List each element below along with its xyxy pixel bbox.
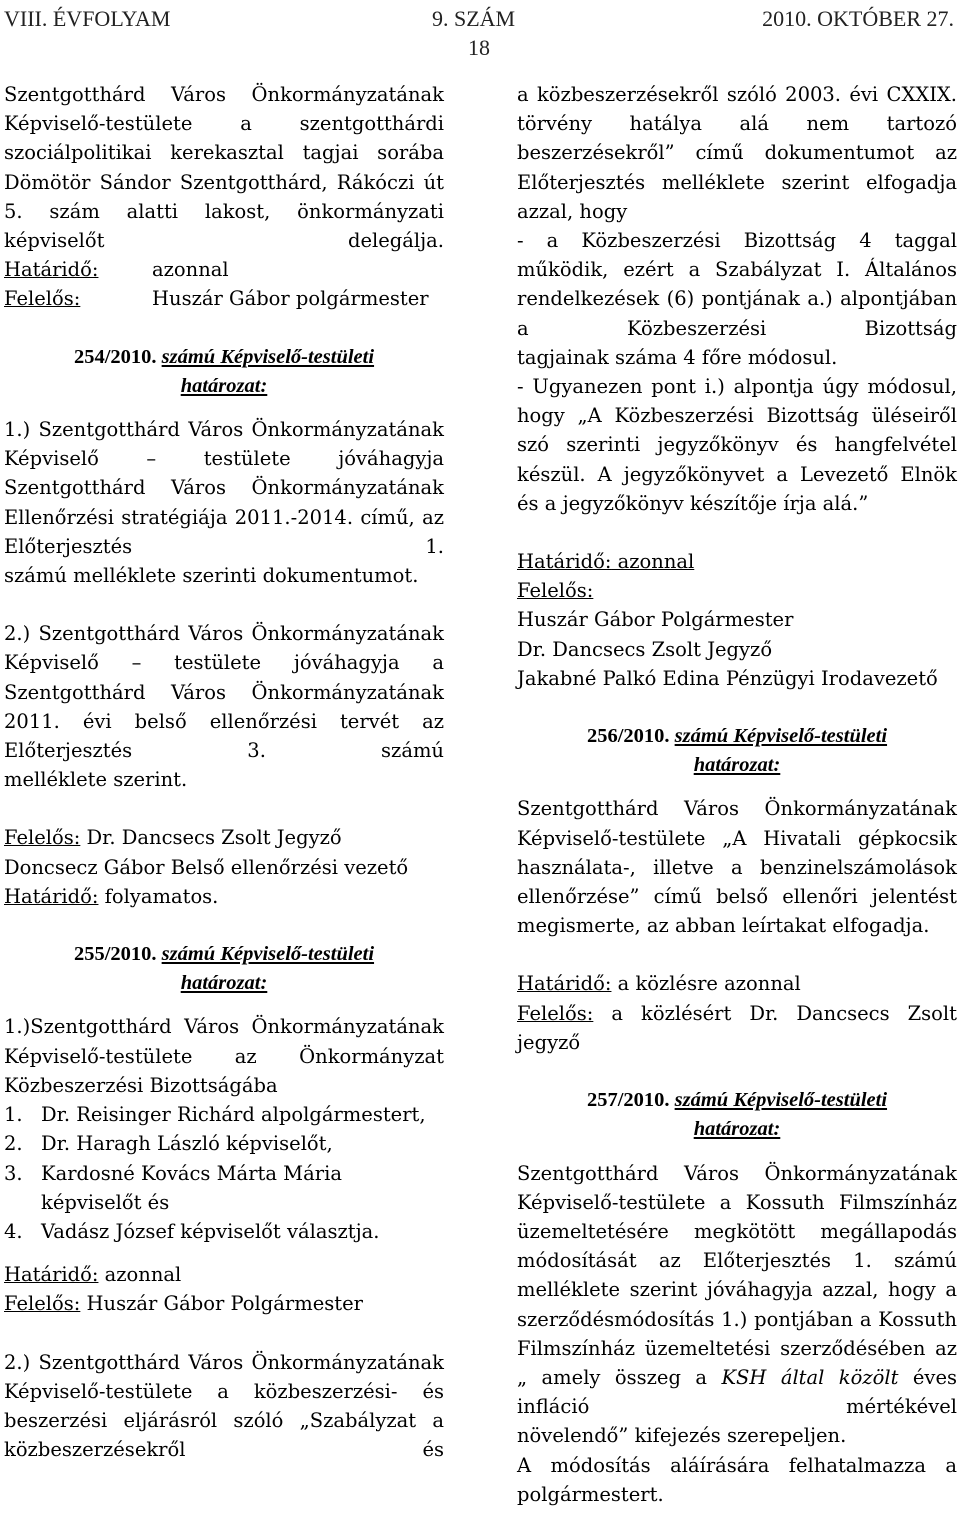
deadline-label: Határidő: bbox=[4, 258, 99, 282]
volume-label: VIII. ÉVFOLYAM bbox=[4, 6, 171, 31]
list-item: 3. Kardosné Kovács Márta Mária képviselőt és bbox=[4, 1161, 342, 1214]
deadline-r-row: Határidő: azonnal bbox=[517, 550, 695, 574]
paragraph-254-2: 2.) Szentgotthárd Város Önkormányzatának Képviselő – testülete jóváhagyja a Szentgotthárd Város Önkormányzatának 2011. évi belső ellenőrzési tervét az Előterjesztés 3. számú bbox=[4, 622, 444, 763]
paragraph-r2: - a Közbeszerzési Bizottság 4 taggal működik, ezért a Szabályzat I. Általános rendelkezések (6) pontjának a.) alpontjában a Közbeszerzési Bizottság bbox=[517, 229, 957, 340]
responsible-3-row: Felelős: Huszár Gábor Polgármester bbox=[4, 1292, 363, 1316]
responsible-r-line1: Huszár Gábor Polgármester bbox=[517, 608, 794, 632]
responsible-2-line2: Doncsecz Gábor Belső ellenőrzési vezető bbox=[4, 855, 409, 879]
resolution-256-title: 256/2010. számú Képviselő-testületi határozat: bbox=[586, 725, 888, 777]
list-item: 1. Dr. Reisinger Richárd alpolgármestert, bbox=[4, 1103, 426, 1127]
paragraph-255-2: 2.) Szentgotthárd Város Önkormányzatának Képviselő-testülete a közbeszerzési- és beszerzési eljárásról szóló „Szabályzat a közbeszerzésekről és bbox=[4, 1350, 444, 1462]
responsible-label: Felelős: bbox=[4, 287, 81, 311]
resolution-254-title: 254/2010. számú Képviselő-testületi határozat: bbox=[73, 345, 375, 397]
list-item: 4. Vadász József képviselőt választja. bbox=[4, 1219, 380, 1243]
paragraph-257-2-last: polgármestert. bbox=[517, 1482, 664, 1506]
deadline-3-row: Határidő: azonnal bbox=[4, 1263, 182, 1287]
list-item: 2. Dr. Haragh László képviselőt, bbox=[4, 1132, 333, 1156]
deadline-value: azonnal bbox=[152, 258, 229, 282]
paragraph-255-1: 1.)Szentgotthárd Város Önkormányzatának Képviselő-testülete az Önkormányzat bbox=[4, 1015, 444, 1068]
paragraph-r3: - Ugyanezen pont i.) alpontja úgy módosul, hogy „A Közbeszerzési Bizottság üléseiről szó szerinti jegyzőkönyv és hangfelvétel készül. A jegyzőkönyvet a Levezető Elnök bbox=[517, 375, 957, 486]
issue-label: 9. SZÁM bbox=[432, 6, 516, 31]
responsible-r-line3: Jakabné Palkó Edina Pénzügyi Irodavezető bbox=[517, 666, 938, 690]
intro-paragraph: Szentgotthárd Város Önkormányzatának Képviselő-testülete a szentgotthárdi szociálpolitikai kerekasztal tagjai sorába Dömötör Sándor Szentgotthárd, Rákóczi út 5. szám alatti lakost, önkormányzati képviselőt delegálja. bbox=[4, 83, 444, 253]
page-header bbox=[0, 6, 960, 66]
paragraph-r3-last: és a jegyzőkönyv készítője írja alá.” bbox=[517, 491, 869, 515]
paragraph-r1: a közbeszerzésekről szóló 2003. évi CXXIX. törvény hatálya alá nem tartozó beszerzésekről” című dokumentumot az Előterjesztés melléklete szerint elfogadja bbox=[517, 83, 957, 194]
resolution-255-title: 255/2010. számú Képviselő-testületi határozat: bbox=[73, 943, 375, 995]
page-number: 18 bbox=[468, 35, 490, 60]
paragraph-254-1: 1.) Szentgotthárd Város Önkormányzatának Képviselő – testülete jóváhagyja Szentgotthárd Város Önkormányzatának Ellenőrzési stratégiája 2011.-2014. című, az Előterjesztés 1. bbox=[4, 418, 444, 558]
paragraph-255-1-last: Közbeszerzési Bizottságába bbox=[4, 1073, 278, 1097]
responsible-value: Huszár Gábor polgármester bbox=[152, 287, 429, 311]
paragraph-r2-last: tagjainak száma 4 főre módosul. bbox=[517, 345, 838, 369]
paragraph-257-last: növelendő” kifejezés szerepeljen. bbox=[517, 1424, 847, 1448]
resolution-257-title: 257/2010. számú Képviselő-testületi határozat: bbox=[586, 1089, 888, 1141]
paragraph-256-last: megismerte, az abban leírtakat elfogadja. bbox=[517, 914, 930, 938]
responsible-r-label: Felelős: bbox=[517, 579, 594, 603]
right-column bbox=[517, 80, 957, 1509]
member-list bbox=[4, 1100, 444, 1246]
responsible-row bbox=[4, 284, 444, 313]
left-column bbox=[4, 80, 444, 1464]
paragraph-254-1-last: számú melléklete szerinti dokumentumot. bbox=[4, 564, 419, 588]
responsible-2-row: Felelős: Dr. Dancsecs Zsolt Jegyző bbox=[4, 826, 342, 850]
paragraph-r1-last: azzal, hogy bbox=[517, 199, 628, 223]
date-label: 2010. OKTÓBER 27. bbox=[762, 6, 954, 31]
deadline-2-row: Határidő: folyamatos. bbox=[4, 884, 219, 908]
responsible-256-row: Felelős: a közlésért Dr. Dancsecs Zsolt bbox=[517, 1001, 957, 1025]
paragraph-257-2: A módosítás aláírására felhatalmazza a bbox=[517, 1453, 957, 1477]
responsible-256-last: jegyző bbox=[517, 1030, 581, 1054]
deadline-256-row: Határidő: a közlésre azonnal bbox=[517, 972, 801, 996]
responsible-r-line2: Dr. Dancsecs Zsolt Jegyző bbox=[517, 637, 773, 661]
deadline-row bbox=[4, 255, 444, 284]
paragraph-256: Szentgotthárd Város Önkormányzatának Képviselő-testülete „A Hivatali gépkocsik használata-, illetve a benzinelszámolások ellenőrzése” című belső ellenőri jelentést bbox=[517, 797, 957, 909]
paragraph-254-2-last: melléklete szerint. bbox=[4, 768, 188, 792]
paragraph-257: Szentgotthárd Város Önkormányzatának Képviselő-testülete a Kossuth Filmszínház üzemeltetésére megkötött megállapodás módosítását az Előterjesztés 1. számú melléklete szerint jóváhagyja azzal, hogy a szerződésmódosítás 1.) pontjában a Kossuth Filmszínház üzemeltetési szerződésében az „ amely összeg a KSH által közölt éves infláció mértékével bbox=[517, 1161, 957, 1419]
